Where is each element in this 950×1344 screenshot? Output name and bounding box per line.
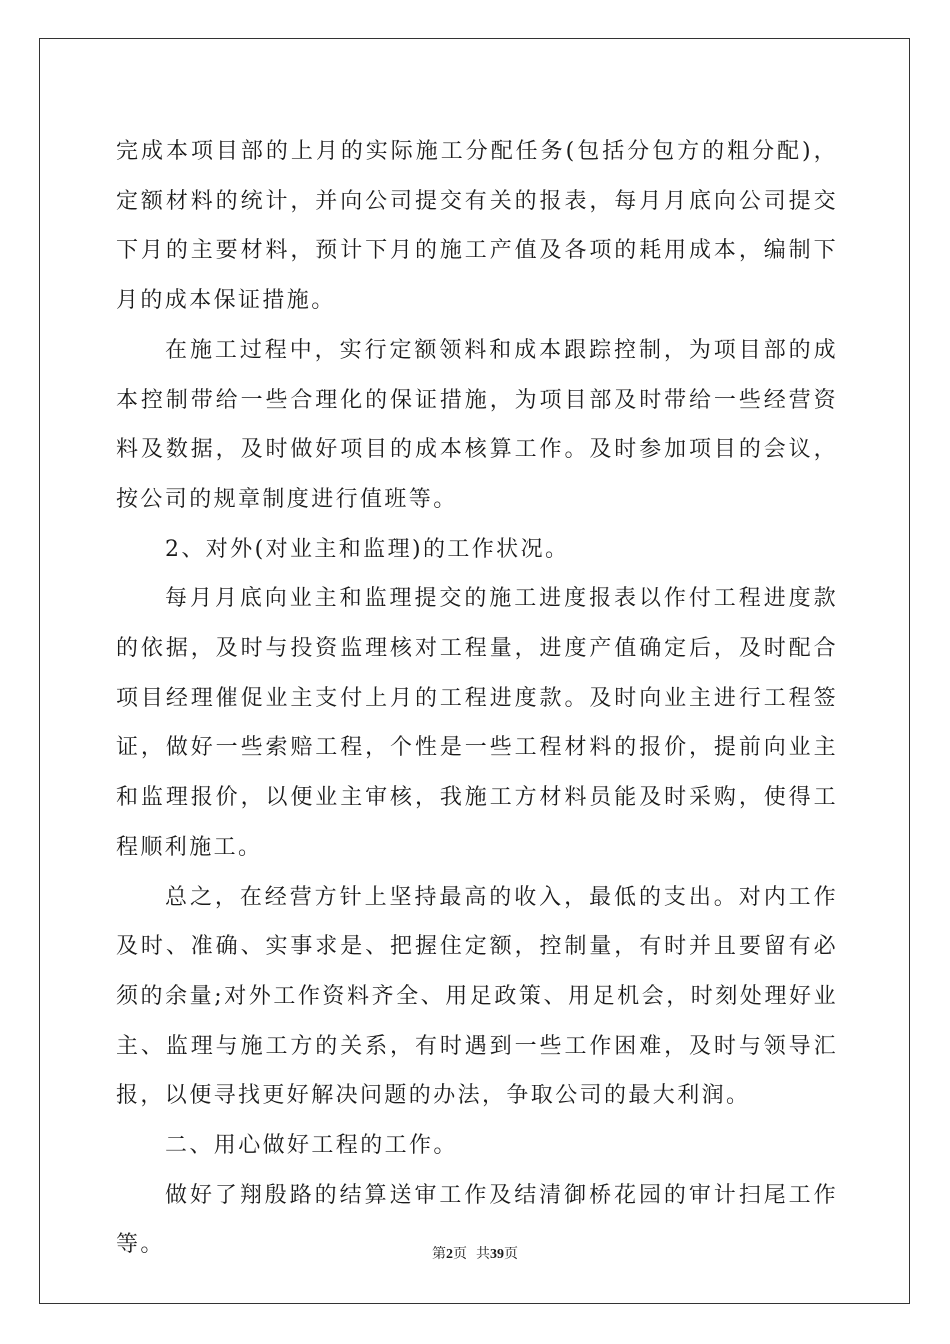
footer-prefix: 第 — [432, 1246, 447, 1262]
paragraph-progress-report: 每月月底向业主和监理提交的施工进度报表以作付工程进度款的依据，及时与投资监理核对工程量，进度产值确定后，及时配合项目经理催促业主支付上月的工程进度款。及时向业主进行工程签证，做好一些索赔工程，个性是一些工程材料的报价，提前向业主和监理报价，以便业主审核，我施工方材料员能及时采购，使得工程顺利施工。 — [116, 586, 838, 860]
paragraph-cost-control: 在施工过程中，实行定额领料和成本跟踪控制，为项目部的成本控制带给一些合理化的保证措施，为项目部及时带给一些经营资料及数据，及时做好项目的成本核算工作。及时参加项目的会议，按公司的规章制度进行值班等。 — [116, 337, 838, 512]
footer-middle: 页 共 — [453, 1246, 490, 1262]
footer-suffix: 页 — [503, 1246, 518, 1262]
section-heading-engineering: 二、用心做好工程的工作。 — [165, 1133, 458, 1159]
paragraph-summary: 总之，在经营方针上坚持最高的收入，最低的支出。对内工作及时、准确、实事求是、把握住定额，控制量，有时并且要留有必须的余量;对外工作资料齐全、用足政策、用足机会，时刻处理好业主、监理与施工方的关系，有时遇到一些工作困难，及时与领导汇报，以便寻找更好解决问题的办法，争取公司的最大利润。 — [116, 884, 838, 1109]
footer-total-pages: 39 — [489, 1247, 504, 1262]
section-heading-external: 2、对外(对业主和监理)的工作状况。 — [165, 536, 570, 562]
paragraph-settlement: 做好了翔殷路的结算送审工作及结清御桥花园的审计扫尾工作等。 — [116, 1182, 838, 1258]
paragraph-continuation: 完成本项目部的上月的实际施工分配任务(包括分包方的粗分配)，定额材料的统计，并向公司提交有关的报表，每月月底向公司提交下月的主要材料，预计下月的施工产值及各项的耗用成本，编制下月的成本保证措施。 — [116, 139, 838, 314]
page-footer — [0, 1243, 950, 1263]
document-body — [116, 127, 838, 1270]
footer-page-number: 2 — [446, 1247, 454, 1262]
